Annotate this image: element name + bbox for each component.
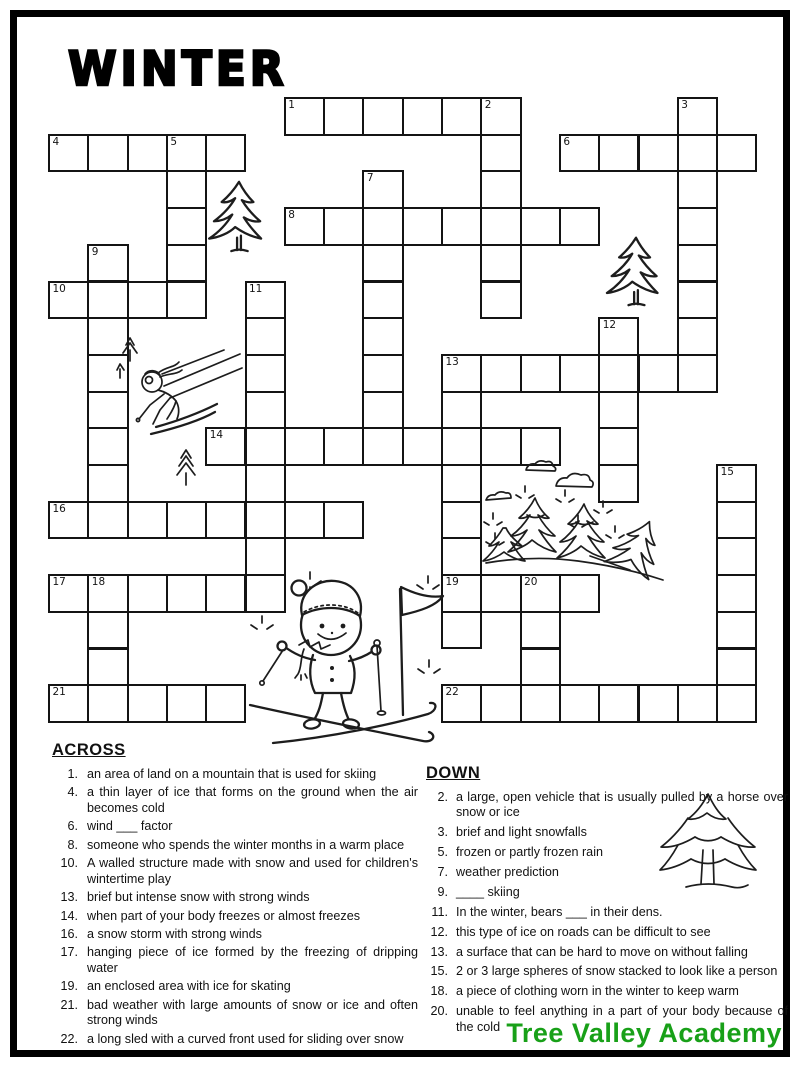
- grid-cell[interactable]: [362, 207, 403, 246]
- cell-number: 19: [445, 576, 459, 589]
- grid-cell[interactable]: [677, 281, 718, 320]
- clue-text: a large, open vehicle that is usually pulled by a horse over snow or ice: [456, 790, 788, 820]
- clue-number: 17.: [60, 945, 78, 960]
- grid-cell[interactable]: [205, 427, 246, 466]
- cell-number: 10: [52, 282, 66, 295]
- grid-cell[interactable]: [677, 134, 718, 173]
- grid-cell[interactable]: [402, 427, 443, 466]
- grid-cell[interactable]: [245, 427, 286, 466]
- grid-cell[interactable]: [559, 207, 600, 246]
- grid-cell[interactable]: [245, 501, 286, 540]
- grid-cell[interactable]: [716, 611, 757, 650]
- grid-cell[interactable]: [87, 464, 128, 503]
- grid-cell[interactable]: [677, 207, 718, 246]
- grid-cell[interactable]: [480, 170, 521, 209]
- clue-number: 19.: [60, 979, 78, 994]
- clue-item: [52, 979, 418, 994]
- across-clues-section: [52, 741, 418, 1050]
- clue-text: bad weather with large amounts of snow or ice and often strong winds: [87, 997, 418, 1028]
- grid-cell[interactable]: [677, 97, 718, 136]
- clue-item: [426, 925, 788, 940]
- grid-cell[interactable]: [520, 354, 561, 393]
- page-title: WINTER: [68, 41, 288, 98]
- grid-cell[interactable]: [441, 611, 482, 650]
- clue-item: [426, 945, 788, 960]
- grid-cell[interactable]: [87, 574, 128, 613]
- grid-cell[interactable]: [441, 207, 482, 246]
- clue-item: [426, 984, 788, 999]
- grid-cell[interactable]: [284, 501, 325, 540]
- clue-text: someone who spends the winter months in a warm place: [87, 837, 405, 852]
- grid-cell[interactable]: [127, 281, 168, 320]
- grid-cell[interactable]: [48, 501, 89, 540]
- grid-cell[interactable]: [245, 537, 286, 576]
- grid-cell[interactable]: [441, 354, 482, 393]
- grid-cell[interactable]: [166, 170, 207, 209]
- grid-cell[interactable]: [48, 281, 89, 320]
- clue-text: frozen or partly frozen rain: [456, 845, 603, 860]
- grid-cell[interactable]: [166, 574, 207, 613]
- clue-number: 8.: [67, 837, 78, 852]
- grid-cell[interactable]: [87, 244, 128, 283]
- down-header: DOWN: [426, 764, 481, 782]
- grid-cell[interactable]: [362, 244, 403, 283]
- grid-cell[interactable]: [245, 574, 286, 613]
- cell-number: 6: [563, 135, 571, 148]
- grid-cell[interactable]: [598, 464, 639, 503]
- grid-cell[interactable]: [480, 97, 521, 136]
- grid-cell[interactable]: [480, 574, 521, 613]
- grid-cell[interactable]: [48, 134, 89, 173]
- grid-cell[interactable]: [166, 134, 207, 173]
- grid-cell[interactable]: [559, 134, 600, 173]
- grid-cell[interactable]: [559, 684, 600, 723]
- grid-cell[interactable]: [166, 684, 207, 723]
- grid-cell[interactable]: [87, 684, 128, 723]
- grid-cell[interactable]: [480, 427, 521, 466]
- clue-item: [52, 927, 418, 942]
- grid-cell[interactable]: [205, 574, 246, 613]
- grid-cell[interactable]: [323, 97, 364, 136]
- grid-cell[interactable]: [559, 354, 600, 393]
- grid-cell[interactable]: [480, 244, 521, 283]
- clue-text: weather prediction: [456, 864, 559, 879]
- grid-cell[interactable]: [127, 574, 168, 613]
- grid-cell[interactable]: [127, 684, 168, 723]
- clue-text: In the winter, bears ___ in their dens.: [456, 904, 663, 919]
- grid-cell[interactable]: [716, 464, 757, 503]
- clue-item: [52, 838, 418, 853]
- grid-cell[interactable]: [245, 391, 286, 430]
- clue-number: 16.: [60, 926, 78, 941]
- grid-cell[interactable]: [677, 244, 718, 283]
- grid-cell[interactable]: [441, 684, 482, 723]
- grid-cell[interactable]: [716, 648, 757, 687]
- grid-cell[interactable]: [284, 207, 325, 246]
- cell-number: 15: [720, 466, 734, 478]
- clue-number: 6.: [67, 819, 78, 834]
- grid-cell[interactable]: [402, 97, 443, 136]
- grid-cell[interactable]: [87, 427, 128, 466]
- cell-number: 11: [249, 282, 263, 295]
- clue-number: 13.: [430, 944, 448, 959]
- grid-cell[interactable]: [205, 501, 246, 540]
- grid-cell[interactable]: [441, 391, 482, 430]
- grid-cell[interactable]: [87, 391, 128, 430]
- clue-item: [52, 909, 418, 924]
- grid-cell[interactable]: [677, 317, 718, 356]
- grid-cell[interactable]: [716, 684, 757, 723]
- grid-cell[interactable]: [166, 244, 207, 283]
- clue-text: brief and light snowfalls: [456, 825, 587, 840]
- cell-number: 18: [91, 576, 106, 589]
- grid-cell[interactable]: [441, 97, 482, 136]
- grid-cell[interactable]: [362, 317, 403, 356]
- cell-number: 20: [524, 576, 538, 589]
- grid-cell[interactable]: [520, 207, 561, 246]
- grid-cell[interactable]: [716, 537, 757, 576]
- grid-cell[interactable]: [559, 574, 600, 613]
- crossword-grid: [48, 97, 758, 724]
- grid-cell[interactable]: [87, 501, 128, 540]
- grid-cell[interactable]: [520, 611, 561, 650]
- cell-number: 4: [52, 135, 60, 148]
- clue-number: 18.: [430, 984, 448, 999]
- grid-cell[interactable]: [441, 537, 482, 576]
- grid-cell[interactable]: [441, 464, 482, 503]
- grid-cell[interactable]: [205, 684, 246, 723]
- grid-cell[interactable]: [638, 684, 679, 723]
- grid-cell[interactable]: [598, 391, 639, 430]
- cell-number: 21: [52, 686, 66, 699]
- clue-item: [426, 865, 788, 880]
- grid-cell[interactable]: [520, 574, 561, 613]
- clue-item: [426, 790, 788, 821]
- clue-item: [52, 1032, 418, 1047]
- grid-cell[interactable]: [598, 684, 639, 723]
- grid-cell[interactable]: [362, 281, 403, 320]
- grid-cell[interactable]: [598, 427, 639, 466]
- clue-item: [426, 964, 788, 979]
- clue-item: [52, 856, 418, 887]
- grid-cell[interactable]: [245, 464, 286, 503]
- clue-text: wind ___ factor: [87, 819, 173, 834]
- clue-item: [52, 890, 418, 905]
- grid-cell[interactable]: [677, 684, 718, 723]
- grid-cell[interactable]: [716, 574, 757, 613]
- grid-cell[interactable]: [402, 207, 443, 246]
- clue-number: 2.: [437, 790, 448, 804]
- down-list: [426, 790, 788, 1035]
- cell-number: 12: [602, 319, 617, 332]
- grid-cell[interactable]: [677, 170, 718, 209]
- grid-cell[interactable]: [480, 281, 521, 320]
- clue-item: [426, 905, 788, 920]
- clue-item: [426, 885, 788, 900]
- grid-cell[interactable]: [480, 134, 521, 173]
- clue-text: a snow storm with strong winds: [87, 926, 262, 941]
- grid-cell[interactable]: [638, 354, 679, 393]
- clue-number: 11.: [431, 904, 448, 919]
- grid-cell[interactable]: [205, 134, 246, 173]
- clue-text: a piece of clothing worn in the winter to keep warm: [456, 984, 739, 999]
- grid-cell[interactable]: [166, 207, 207, 246]
- clue-number: 13.: [60, 890, 78, 905]
- grid-cell[interactable]: [323, 427, 364, 466]
- clue-text: a thin layer of ice that forms on the ground when the air becomes cold: [87, 785, 418, 815]
- grid-cell[interactable]: [87, 317, 128, 356]
- clue-item: [52, 767, 418, 782]
- clue-text: a long sled with a curved front used for sliding over snow: [87, 1031, 404, 1046]
- grid-cell[interactable]: [284, 427, 325, 466]
- grid-cell[interactable]: [362, 354, 403, 393]
- clue-number: 1.: [67, 767, 78, 781]
- grid-cell[interactable]: [480, 207, 521, 246]
- clue-text: hanging piece of ice formed by the freezing of dripping water: [87, 945, 418, 975]
- clue-item: [52, 785, 418, 816]
- cell-number: 9: [91, 245, 99, 258]
- branding-text: Tree Valley Academy: [506, 1018, 782, 1048]
- grid-cell[interactable]: [323, 501, 364, 540]
- grid-cell[interactable]: [127, 501, 168, 540]
- grid-cell[interactable]: [716, 134, 757, 173]
- clue-number: 15.: [430, 964, 448, 979]
- cell-number: 3: [681, 99, 688, 111]
- clue-number: 14.: [60, 908, 78, 923]
- grid-cell[interactable]: [48, 684, 89, 723]
- grid-cell[interactable]: [245, 281, 286, 320]
- clue-item: [52, 819, 418, 834]
- clue-text: a surface that can be hard to move on without falling: [456, 944, 748, 959]
- grid-cell[interactable]: [598, 317, 639, 356]
- cell-number: 2: [484, 99, 492, 111]
- clue-text: unable to feel anything in a part of your body because of the cold: [456, 1004, 788, 1034]
- grid-cell[interactable]: [598, 354, 639, 393]
- grid-cell[interactable]: [598, 134, 639, 173]
- grid-cell[interactable]: [441, 574, 482, 613]
- grid-cell[interactable]: [638, 134, 679, 173]
- clue-text: an enclosed area with ice for skating: [87, 979, 291, 994]
- cell-number: 13: [445, 355, 459, 368]
- grid-cell[interactable]: [87, 134, 128, 173]
- clue-item: [426, 845, 788, 860]
- grid-cell[interactable]: [716, 501, 757, 540]
- across-list: [52, 767, 418, 1047]
- grid-cell[interactable]: [87, 281, 128, 320]
- clue-number: 12.: [430, 924, 448, 939]
- grid-cell[interactable]: [323, 207, 364, 246]
- grid-cell[interactable]: [677, 354, 718, 393]
- grid-cell[interactable]: [480, 684, 521, 723]
- cell-number: 17: [52, 576, 66, 589]
- down-clues-section: [426, 764, 788, 1039]
- grid-cell[interactable]: [127, 134, 168, 173]
- grid-cell[interactable]: [441, 501, 482, 540]
- grid-cell[interactable]: [520, 684, 561, 723]
- grid-cell[interactable]: [87, 648, 128, 687]
- clue-text: an area of land on a mountain that is used for skiing: [87, 767, 377, 781]
- clue-number: 7.: [437, 864, 448, 879]
- clue-text: brief but intense snow with strong winds: [87, 890, 310, 905]
- across-header: ACROSS: [52, 741, 126, 759]
- cell-number: 22: [445, 686, 459, 699]
- grid-cell[interactable]: [87, 611, 128, 650]
- clue-text: ____ skiing: [456, 884, 520, 899]
- clue-number: 20.: [430, 1004, 448, 1019]
- clue-number: 10.: [60, 856, 78, 871]
- clue-number: 4.: [67, 785, 78, 800]
- cell-number: 1: [288, 99, 295, 111]
- clue-text: A walled structure made with snow and used for children's wintertime play: [87, 856, 418, 886]
- grid-cell[interactable]: [362, 97, 403, 136]
- clue-text: this type of ice on roads can be difficult to see: [456, 924, 711, 939]
- clue-item: [52, 945, 418, 976]
- cell-number: 16: [52, 502, 66, 515]
- clue-number: 3.: [437, 825, 448, 840]
- grid-cell[interactable]: [87, 354, 128, 393]
- grid-cell[interactable]: [520, 427, 561, 466]
- grid-cell[interactable]: [480, 354, 521, 393]
- grid-cell[interactable]: [441, 427, 482, 466]
- clue-number: 9.: [437, 884, 448, 899]
- clue-number: 5.: [437, 845, 448, 860]
- clue-number: 22.: [60, 1031, 78, 1046]
- grid-cell[interactable]: [520, 648, 561, 687]
- clue-text: 2 or 3 large spheres of snow stacked to look like a person: [456, 964, 778, 979]
- clue-item: [426, 825, 788, 840]
- grid-cell[interactable]: [48, 574, 89, 613]
- grid-cell[interactable]: [245, 317, 286, 356]
- cell-number: 7: [366, 172, 374, 185]
- grid-cell[interactable]: [166, 281, 207, 320]
- clue-number: 21.: [60, 997, 78, 1012]
- grid-cell[interactable]: [362, 427, 403, 466]
- grid-cell[interactable]: [166, 501, 207, 540]
- grid-cell[interactable]: [362, 391, 403, 430]
- cell-number: 5: [170, 135, 178, 148]
- grid-cell[interactable]: [245, 354, 286, 393]
- grid-cell[interactable]: [284, 97, 325, 136]
- cell-number: 14: [209, 429, 224, 442]
- grid-cell[interactable]: [362, 170, 403, 209]
- clue-text: when part of your body freezes or almost freezes: [87, 908, 360, 923]
- clue-item: [52, 998, 418, 1029]
- cell-number: 8: [288, 209, 295, 222]
